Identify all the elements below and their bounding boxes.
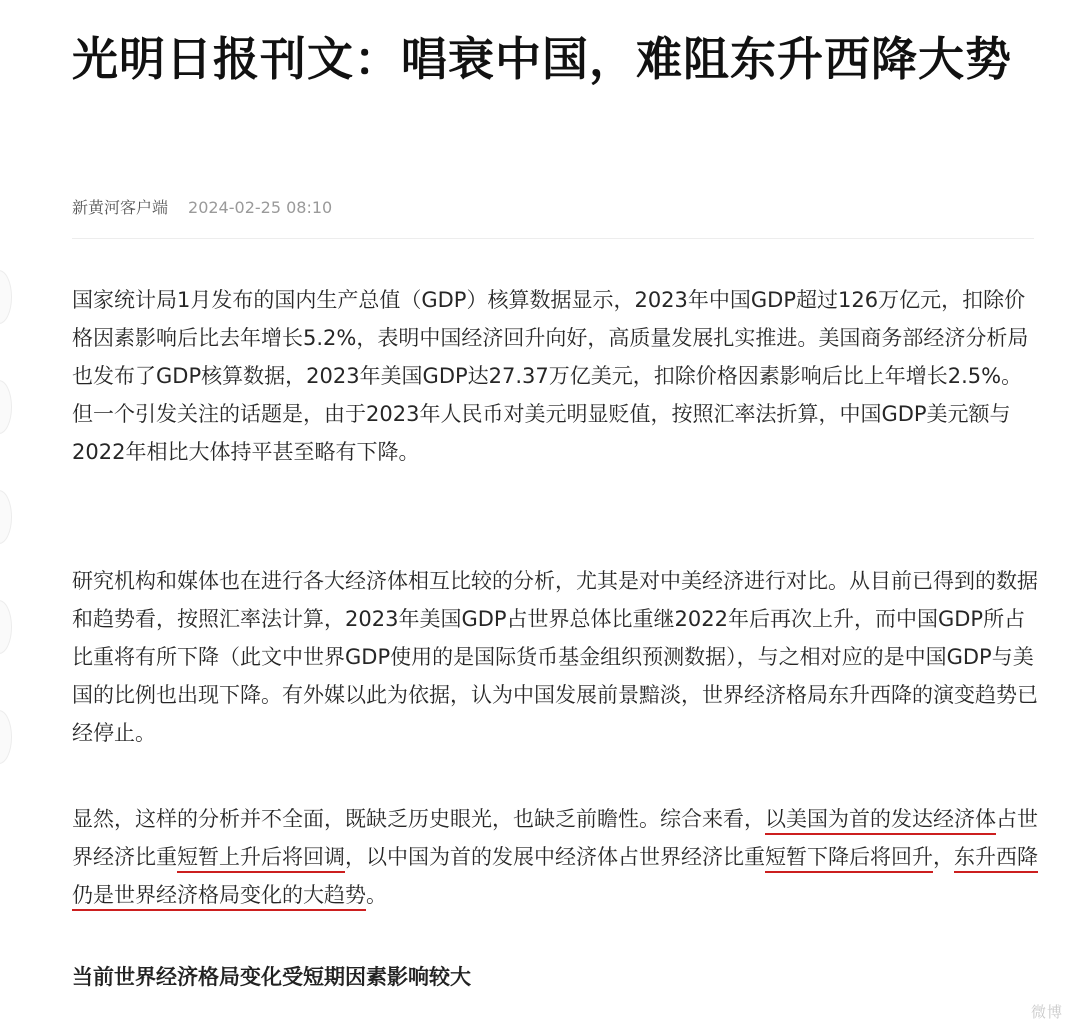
article-title: 光明日报刊文：唱衰中国，难阻东升西降大势 xyxy=(72,32,1012,86)
section-subheading: 当前世界经济格局变化受短期因素影响较大 xyxy=(72,965,471,989)
paragraph-3 xyxy=(72,800,1040,914)
article-meta xyxy=(72,197,332,219)
article-date: 2024-02-25 08:10 xyxy=(188,198,333,217)
divider xyxy=(72,238,1034,239)
paragraph-2: 研究机构和媒体也在进行各大经济体相互比较的分析，尤其是对中美经济进行对比。从目前已得到的数据和趋势看，按照汇率法计算，2023年美国GDP占世界总体比重继2022年后再次上升，而中国GDP所占比重将有所下降（此文中世界GDP使用的是国际货币基金组织预测数据），与之相对应的是中国GDP与美国的比例也出现下降。有外媒以此为依据，认为中国发展前景黯淡，世界经济格局东升西降的演变趋势已经停止。 xyxy=(72,569,1038,745)
edge-dot xyxy=(0,710,12,764)
paragraph-3-text: 。 xyxy=(366,883,387,907)
watermark: 微博 xyxy=(1030,1003,1063,1021)
highlighted-phrase: 短暂下降后将回升 xyxy=(765,845,933,873)
edge-dot xyxy=(0,270,12,324)
paragraph-3-text: 显然，这样的分析并不全面，既缺乏历史眼光，也缺乏前瞻性。综合来看， xyxy=(72,807,765,831)
paragraph-3-text: 占世界经济比重 xyxy=(72,807,1038,869)
left-edge-decoration xyxy=(0,270,12,820)
paragraph-3-text: ， xyxy=(933,845,954,869)
edge-dot xyxy=(0,600,12,654)
highlighted-phrase: 以美国为首的发达经济体 xyxy=(765,807,996,835)
paragraph-3-text: ，以中国为首的发展中经济体占世界经济比重 xyxy=(345,845,765,869)
highlighted-phrase: 短暂上升后将回调 xyxy=(177,845,345,873)
paragraph-1: 国家统计局1月发布的国内生产总值（GDP）核算数据显示，2023年中国GDP超过126万亿元，扣除价格因素影响后比去年增长5.2%，表明中国经济回升向好，高质量发展扎实推进。美国商务部经济分析局也发布了GDP核算数据，2023年美国GDP达27.37万亿美元，扣除价格因素影响后比上年增长2.5%。但一个引发关注的话题是，由于2023年人民币对美元明显贬值，按照汇率法折算，中国GDP美元额与2022年相比大体持平甚至略有下降。 xyxy=(72,288,1029,464)
edge-dot xyxy=(0,490,12,544)
highlighted-phrase: 东升西降仍是世界经济格局变化的大趋势 xyxy=(72,845,1038,911)
edge-dot xyxy=(0,380,12,434)
article-source[interactable]: 新黄河客户端 xyxy=(72,198,169,217)
